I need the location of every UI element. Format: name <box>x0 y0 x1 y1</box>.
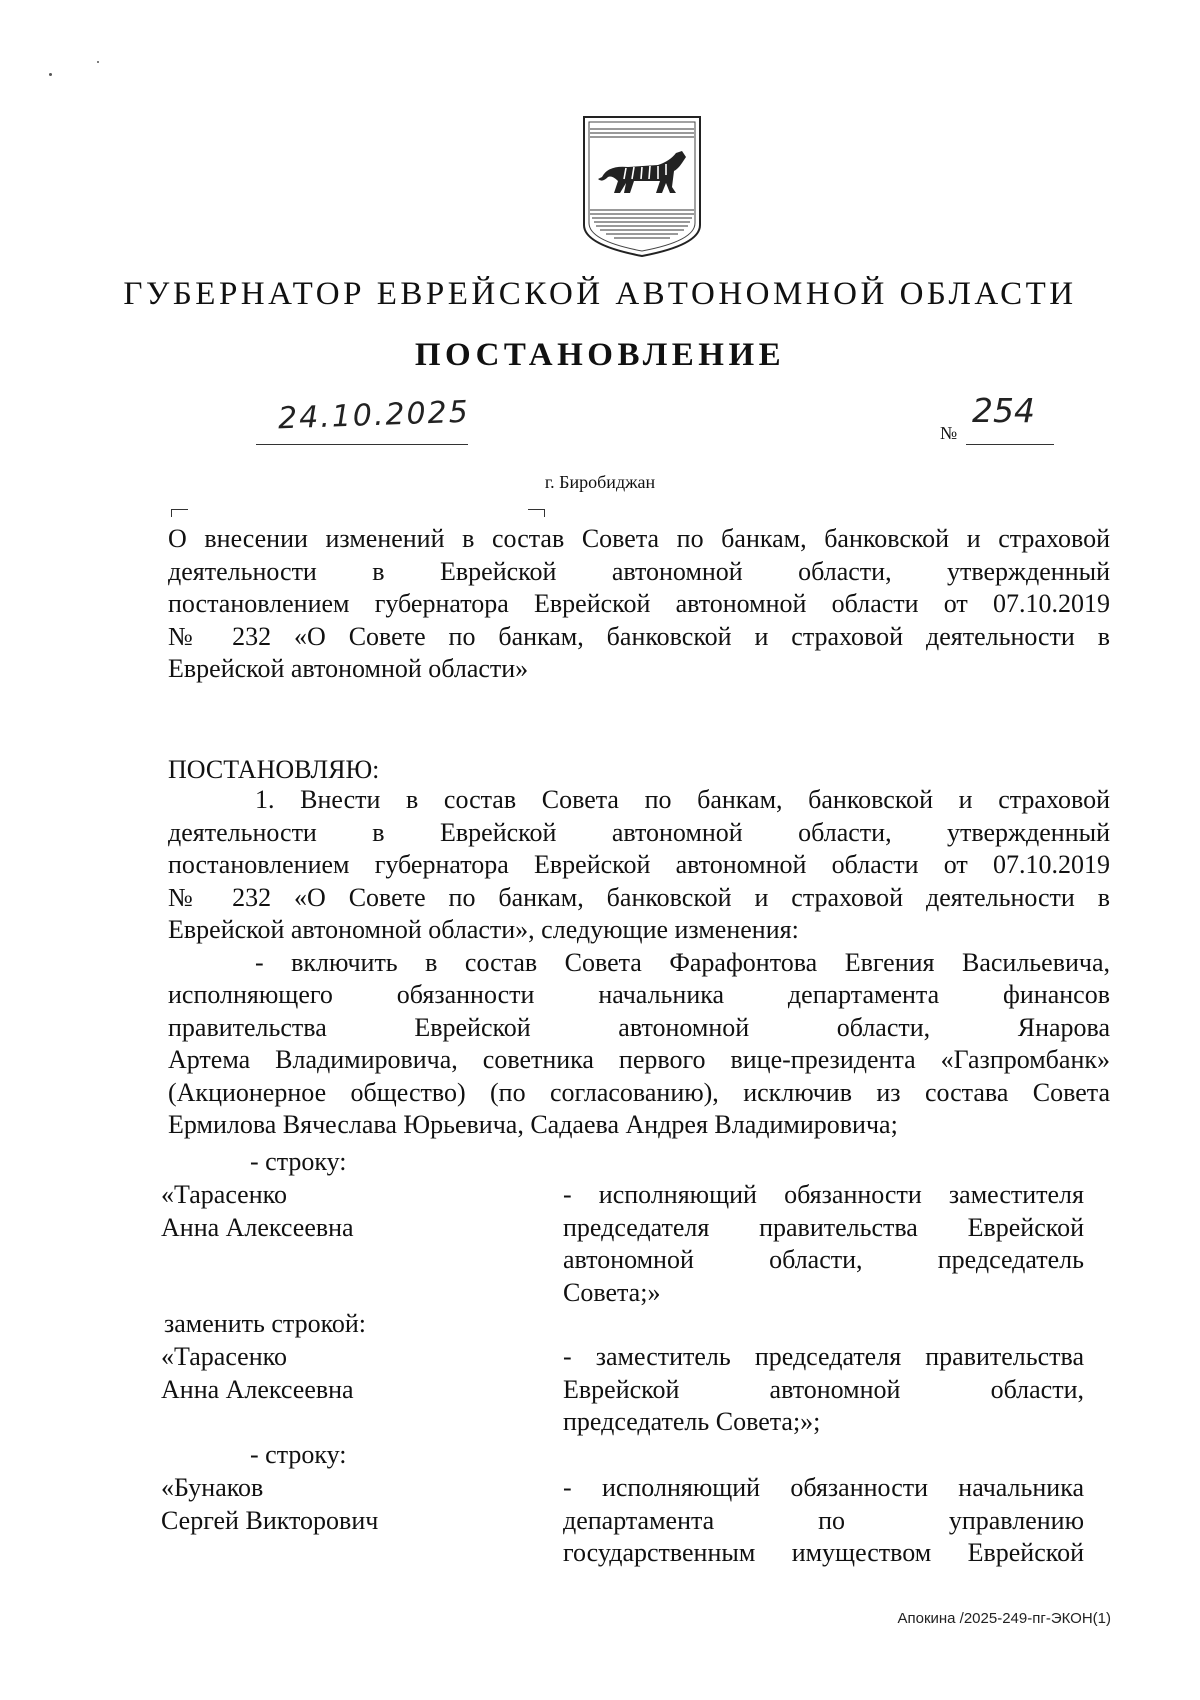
paragraph-line: исполняющего обязанности начальника департамента финансов <box>168 980 1110 1009</box>
subject-title <box>168 523 1110 686</box>
handwritten-date: 24.10.2025 <box>277 394 471 437</box>
subject-line: деятельности в Еврейской автономной области, утвержденный <box>168 556 1110 586</box>
row-label-2: - строку: <box>250 1440 347 1469</box>
paragraph-line: (Акционерное общество) (по согласованию), исключив из состава Совета <box>168 1077 1110 1107</box>
paragraph-line: постановлением губернатора Еврейской автономной области от 07.10.2019 <box>168 850 1110 879</box>
subject-line: О внесении изменений в состав Совета по банкам, банковской и страховой <box>168 524 1110 553</box>
paragraph-line: 1. Внести в состав Совета по банкам, банковской и страховой <box>255 785 1110 814</box>
city-line: г. Биробиджан <box>544 472 656 492</box>
number-underline <box>966 444 1054 445</box>
member-position-old: - исполняющий обязанности заместителя председателя правительства Еврейской автономной области, председатель Совета;» <box>563 1180 1084 1307</box>
authority-title: ГУБЕРНАТОР ЕВРЕЙСКОЙ АВТОНОМНОЙ ОБЛАСТИ <box>123 276 1077 312</box>
footer-code: Апокина /2025-249-пг-ЭКОН(1) <box>897 1610 1111 1627</box>
member-position-3: - исполняющий обязанности начальника департамента по управлению государственным имуществом Еврейской <box>563 1473 1084 1567</box>
replace-label: заменить строкой: <box>164 1309 367 1338</box>
handwritten-number: 254 <box>972 391 1035 430</box>
number-sign: № <box>940 423 958 443</box>
bracket-corner-right <box>528 509 545 517</box>
paragraph-line: деятельности в Еврейской автономной области, утвержденный <box>168 817 1110 847</box>
document-type-title: ПОСТАНОВЛЕНИЕ <box>414 337 786 373</box>
subject-line: постановлением губернатора Еврейской автономной области от 07.10.2019 <box>168 589 1110 618</box>
subject-line: Еврейской автономной области» <box>168 654 529 683</box>
paragraph-line: № 232 «О Совете по банкам, банковской и страховой деятельности в <box>168 882 1110 912</box>
paragraph-line: Артема Владимировича, советника первого вице-президента «Газпромбанк» <box>168 1045 1110 1074</box>
scan-speck <box>97 61 99 63</box>
member-name-old: «Тарасенко Анна Алексеевна <box>161 1180 354 1242</box>
paragraph-line: правительства Еврейской автономной области, Янарова <box>168 1012 1110 1042</box>
paragraph-line: Еврейской автономной области», следующие изменения: <box>168 915 799 944</box>
member-name-new: «Тарасенко Анна Алексеевна <box>161 1342 354 1404</box>
coat-of-arms-tiger-icon <box>578 113 706 259</box>
member-position-new: - заместитель председателя правительства Еврейской автономной области, председатель Совета;»; <box>563 1342 1084 1436</box>
subject-line: № 232 «О Совете по банкам, банковской и страховой деятельности в <box>168 621 1110 651</box>
date-underline <box>256 444 468 445</box>
paragraph-1 <box>168 784 1110 1142</box>
row-label: - строку: <box>250 1147 347 1176</box>
bracket-corner-left <box>171 509 188 517</box>
scan-speck <box>49 73 52 76</box>
member-name-3: «Бунаков Сергей Викторович <box>161 1473 379 1535</box>
decree-word: ПОСТАНОВЛЯЮ: <box>168 755 380 784</box>
paragraph-line: - включить в состав Совета Фарафонтова Евгения Васильевича, <box>255 947 1110 977</box>
paragraph-line: Ермилова Вячеслава Юрьевича, Садаева Андрея Владимировича; <box>168 1110 898 1139</box>
